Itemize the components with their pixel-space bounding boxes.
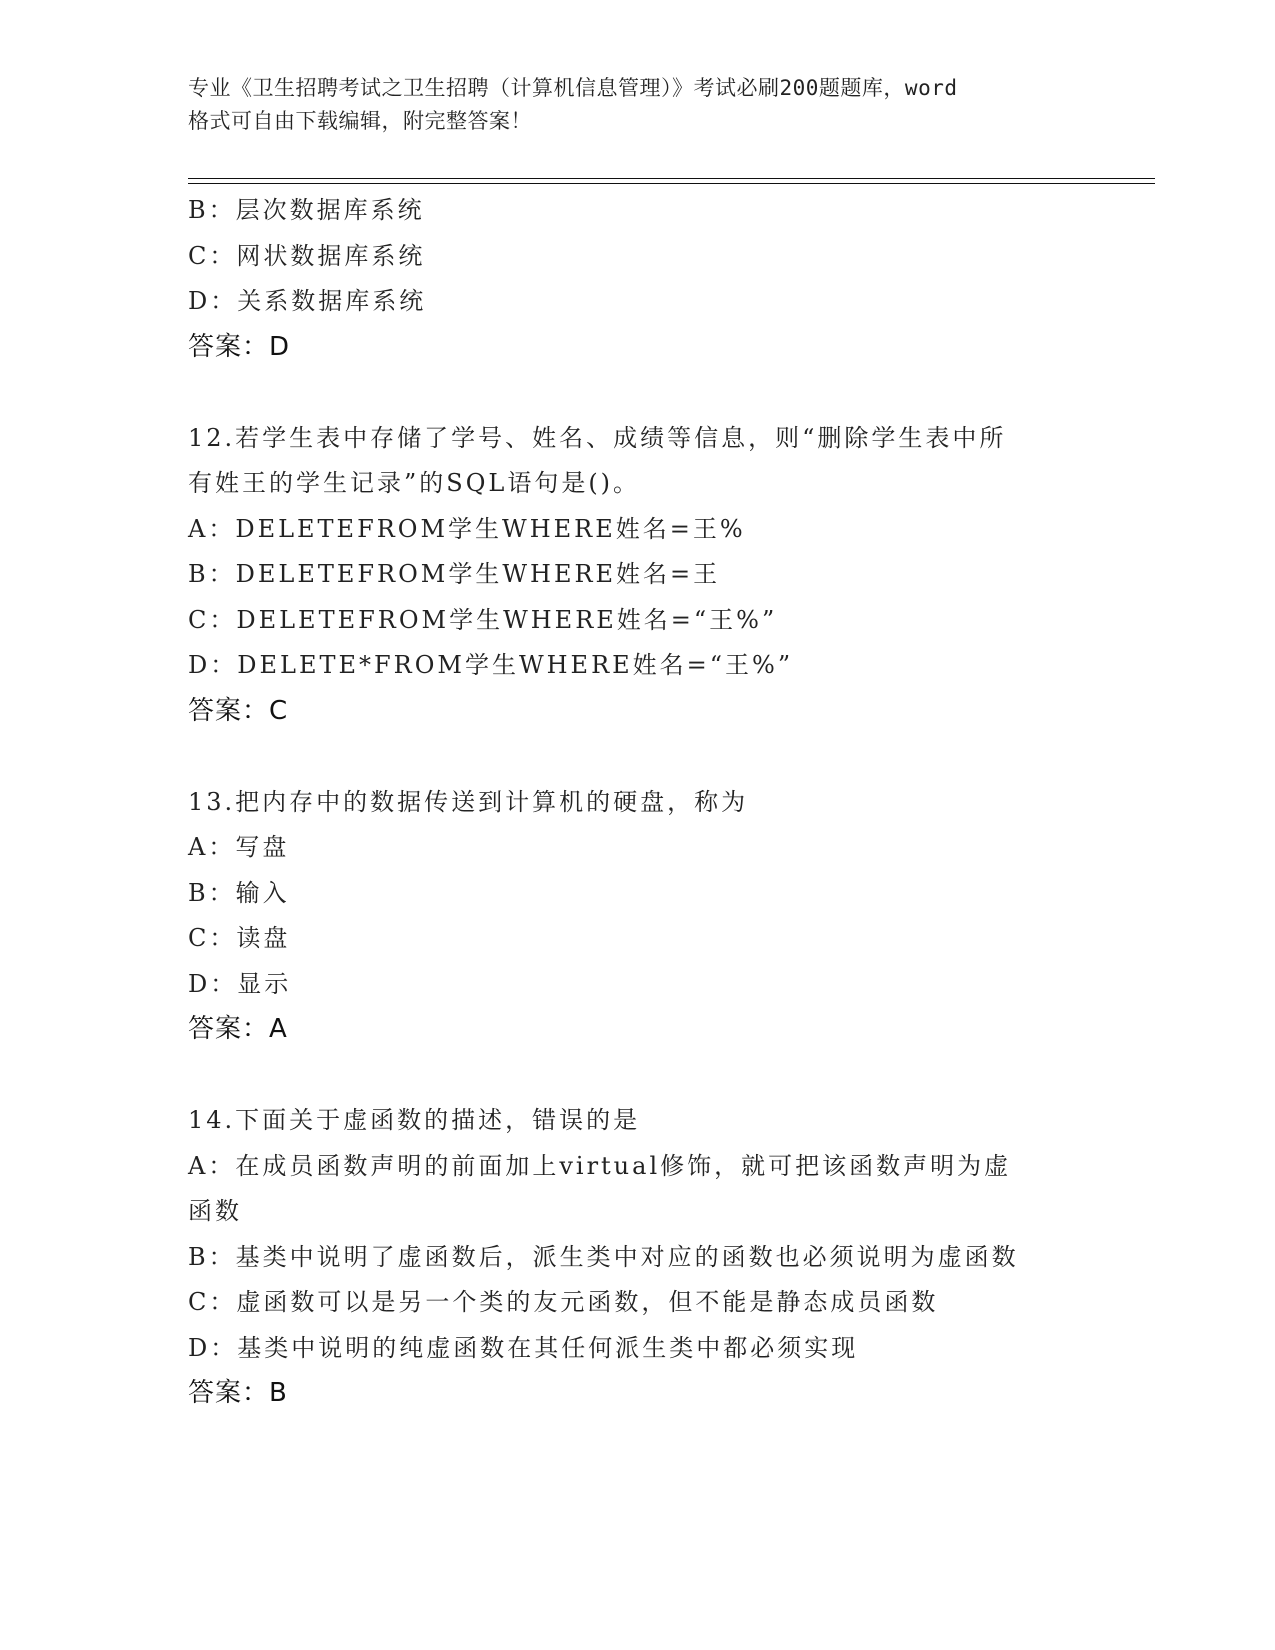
option-d: D：关系数据库系统 (188, 287, 427, 315)
header-line-2: 格式可自由下载编辑，附完整答案！ (188, 109, 532, 133)
spacer (188, 734, 1088, 780)
option-c: C：网状数据库系统 (188, 241, 426, 270)
header-divider-bottom (188, 183, 1155, 184)
answer-line: 答案：C (188, 695, 289, 726)
option-c: C：虚函数可以是另一个类的友元函数，但不能是静态成员函数 (188, 1288, 939, 1316)
question-stem: 14.下面关于虚函数的描述，错误的是 (188, 1106, 641, 1134)
option-b: B：基类中说明了虚函数后，派生类中对应的函数也必须说明为虚函数 (188, 1242, 1019, 1271)
option-d: D：显示 (188, 969, 292, 998)
option-a: A：在成员函数声明的前面加上virtual修饰，就可把该函数声明为虚 (188, 1151, 1012, 1180)
answer-line: 答案：D (188, 331, 291, 362)
option-d: D：基类中说明的纯虚函数在其任何派生类中都必须实现 (188, 1333, 859, 1362)
answer-line: 答案：A (188, 1014, 288, 1044)
option-b: B：DELETEFROM学生WHERE姓名=王 (188, 560, 721, 588)
question-14 (188, 1098, 1088, 1417)
question-12 (188, 416, 1088, 735)
option-a: A：写盘 (188, 833, 290, 861)
option-d: D：DELETE*FROM学生WHERE姓名=“王%” (188, 651, 794, 679)
question-13 (188, 780, 1088, 1053)
header-divider-top (188, 178, 1155, 179)
question-list (188, 188, 1088, 1417)
spacer (188, 370, 1088, 416)
document-header (188, 72, 1088, 138)
header-line-1: 专业《卫生招聘考试之卫生招聘（计算机信息管理）》考试必刷200题题库，word (188, 76, 958, 100)
option-a: A：DELETEFROM学生WHERE姓名=王% (188, 514, 746, 543)
option-b: B：输入 (188, 878, 290, 907)
question-stem: 13.把内存中的数据传送到计算机的硬盘，称为 (188, 787, 749, 816)
answer-line: 答案：B (188, 1378, 288, 1408)
option-b: B：层次数据库系统 (188, 196, 425, 224)
question-stem-continued: 有姓王的学生记录”的SQL语句是()。 (188, 469, 641, 497)
question-11-tail (188, 188, 1088, 370)
option-c: C：读盘 (188, 924, 291, 952)
option-c: C：DELETEFROM学生WHERE姓名=“王%” (188, 605, 778, 634)
question-stem: 12.若学生表中存储了学号、姓名、成绩等信息，则“删除学生表中所 (188, 423, 1007, 452)
option-a-continued: 函数 (188, 1197, 242, 1225)
spacer (188, 1053, 1088, 1099)
